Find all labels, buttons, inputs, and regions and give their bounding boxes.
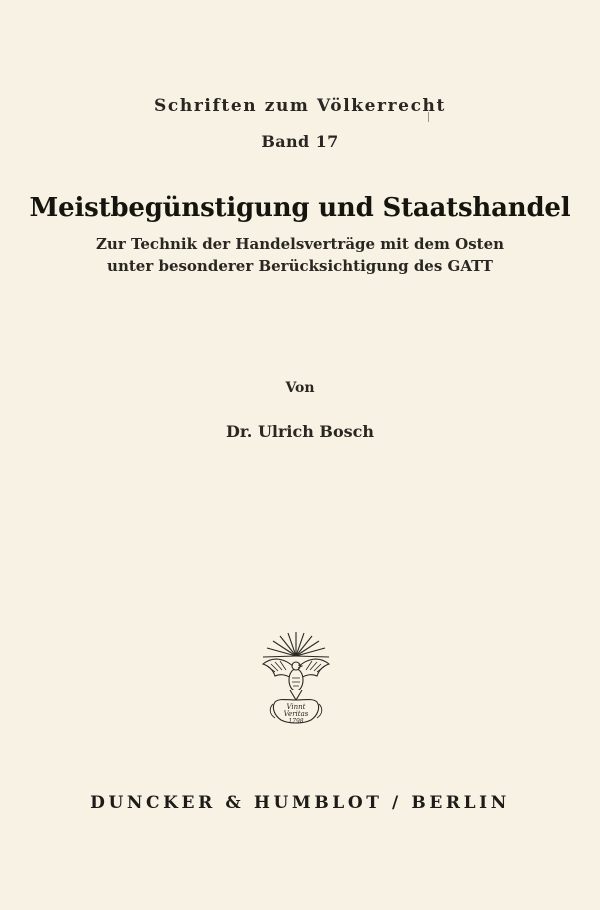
author-name: Dr. Ulrich Bosch	[225, 422, 375, 441]
subtitle-line-2: unter besonderer Berücksichtigung des GATT	[107, 257, 493, 275]
volume-number: Band 17	[261, 132, 339, 151]
eagle-seal-icon	[255, 628, 337, 728]
book-title: Meistbegünstigung und Staatshandel	[29, 193, 571, 223]
series-title: Schriften zum Völkerrecht	[154, 96, 446, 116]
by-label: Von	[285, 380, 315, 396]
seal-motto-line-1: Vinnt	[286, 703, 306, 711]
publisher-line: DUNCKER & HUMBLOT / BERLIN	[90, 793, 510, 813]
sun-rays	[263, 632, 329, 657]
seal-motto-line-3: 1798	[288, 718, 304, 725]
seal-motto-line-2: Veritas	[283, 710, 309, 718]
subtitle-line-1: Zur Technik der Handelsverträge mit dem Osten	[95, 235, 505, 253]
